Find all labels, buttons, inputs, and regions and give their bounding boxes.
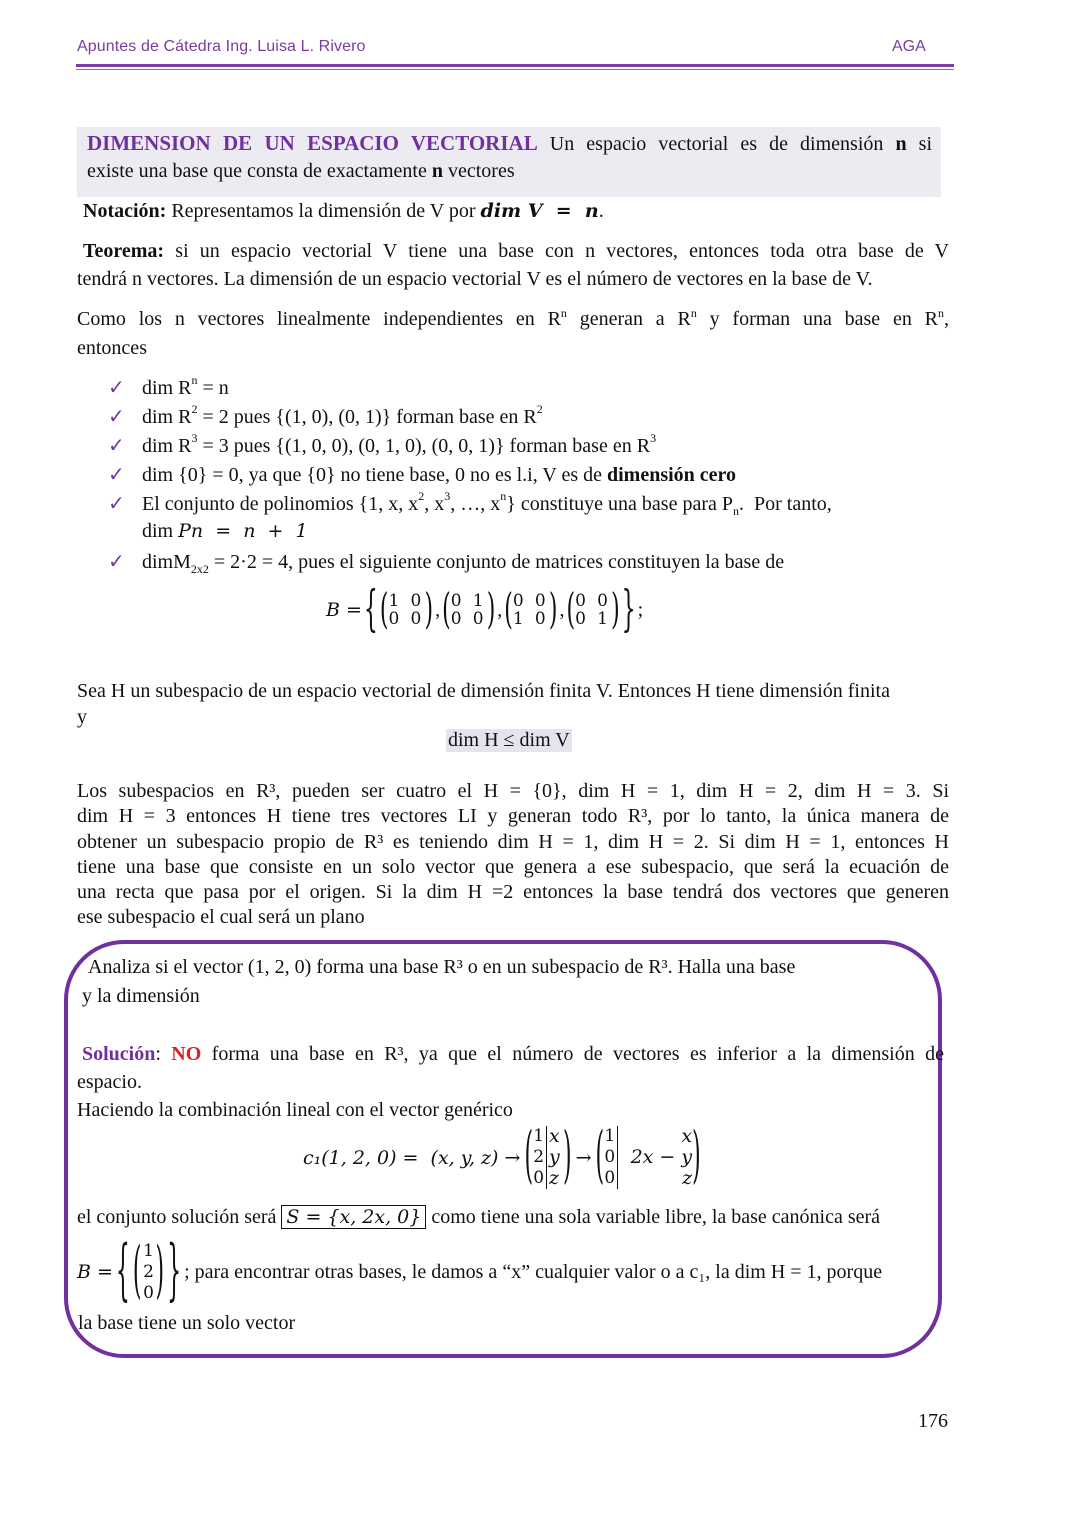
page-number: 176 [918,1410,948,1432]
basis-vector: ( 1 2 0 ) [132,1237,165,1307]
check-icon: ✓ [108,549,125,573]
list-item: ✓ dim $R^n = n$ [108,373,229,399]
check-icon: ✓ [108,433,125,457]
exercise-last-line: la base tiene un solo vector [78,1312,296,1334]
list-item: ✓ dim $R^2 = 2$ pues {(1, 0), (0, 1)} forman base en $R^2$ [108,402,543,428]
subspaces-line-6: ese subespacio el cual será un plano [77,906,365,928]
solution-line-2: espacio. [77,1071,142,1093]
check-icon: ✓ [108,375,125,399]
subspace-line-1: Sea H un subespacio de un espacio vectorial de dimensión finita V. Entonces H tiene dimensión finita [77,680,890,702]
theorem-line-2: tendrá n vectores. La dimensión de un espacio vectorial V es el número de vectores en la base de V. [77,268,873,290]
list-item: ✓ El conjunto de polinomios {1, x, $x^2$, $x^3$, …, $x^n$} constituye una base para $P_n$. Por tanto, [108,489,832,518]
header-course-code: AGA [892,38,926,55]
header-title: Apuntes de Cátedra Ing. Luisa L. Rivero [77,38,366,55]
header-divider-thin [76,69,954,70]
notation-formula: dim V = n [480,200,599,222]
exercise-prompt-2: y la dimensión [82,985,200,1007]
subspaces-line-2: dim H = 3 entonces H tiene tres vectores LI y generan todo R³, por lo tanto, la única manera de [77,805,949,827]
definition-line-1: DIMENSION DE UN ESPACIO VECTORIAL Un espacio vectorial es de dimensión n si [87,131,933,155]
solution-set-box: S = {x, 2x, 0} [281,1205,426,1229]
combination-text: Haciendo la combinación lineal con el vector genérico [77,1099,513,1121]
basis-line: B = { ( 1 2 0 ) } ; para encontrar otras bases, le damos a “x” cualquier valor o a c₁, la dim H = 1, porque [77,1234,883,1310]
solution-set-line: el conjunto solución será S = {x, 2x, 0} como tiene una sola variable libre, la base canónica será [77,1206,881,1228]
intro-line-2: entonces [77,337,147,359]
augmented-matrix-2: ( 1 x 0 2x − y 0 z ) [595,1122,701,1193]
matrix-basis: B = { ( 1 0 0 0 ) , ( 0 1 0 0 ) , ( 0 0 1 0 ) , ( 0 0 0 1 ) } ; [326,582,644,638]
definition-heading: DIMENSION DE UN ESPACIO VECTORIAL [87,131,538,155]
subspace-line-2: y [77,706,87,728]
check-icon: ✓ [108,462,125,486]
check-icon: ✓ [108,404,125,428]
list-item-continuation: dim Pn = n + 1 [142,520,308,542]
combination-equation: c₁(1, 2, 0) = (x, y, z) → ( 1 x 2 y 0 z ) → ( 1 x 0 2x − y 0 z ) [303,1122,701,1193]
list-item: ✓ dim $R^3 = 3$ pues {(1, 0, 0), (0, 1, 0), (0, 0, 1)} forman base en $R^3$ [108,431,657,457]
check-icon: ✓ [108,491,125,515]
solution-label: Solución [82,1043,156,1065]
intro-line-1: Como los n vectores linealmente independientes en $R^n$ generan a $R^n$ y forman una base en $R^n$, [77,306,949,330]
augmented-matrix-1: ( 1 x 2 y 0 z ) [524,1122,572,1193]
matrix-4: ( 0 0 0 1 ) [566,586,620,634]
definition-line-2: existe una base que consta de exactamente n vectores [87,160,515,182]
list-item: ✓ dimM$_{2x2}$ = 2·2 = 4, pues el siguiente conjunto de matrices constituyen la base de [108,549,785,576]
exercise-prompt-1: Analiza si el vector (1, 2, 0) forma una base R³ o en un subespacio de R³. Halla una base [88,956,796,978]
header-divider [76,64,954,67]
matrix-1: ( 1 0 0 0 ) [379,586,434,634]
solution-line-1: Solución: NO forma una base en R³, ya que el número de vectores es inferior a la dimensión de [82,1043,944,1065]
subspaces-line-4: tiene una base que consiste en un solo vector que genera a ese subespacio, que será la ecuación de [77,856,949,878]
matrix-3: ( 0 0 1 0 ) [504,586,558,634]
subspaces-line-1: Los subespacios en R³, pueden ser cuatro el H = {0}, dim H = 1, dim H = 2, dim H = 3. Si [77,780,949,802]
answer-no: NO [171,1043,202,1065]
subspace-formula: dim H ≤ dim V [448,729,570,751]
subspaces-line-3: obtener un subespacio propio de R³ es teniendo dim H = 1, dim H = 2. Si dim H = 1, entonces H [77,831,949,853]
matrix-2: ( 0 1 0 0 ) [442,586,496,634]
notation: Notación: Representamos la dimensión de V por dim V = n. [83,200,604,222]
list-item: ✓ dim {0} = 0, ya que {0} no tiene base, 0 no es l.i, V es de dimensión cero [108,462,737,486]
subspaces-line-5: una recta que pasa por el origen. Si la dim H =2 entonces la base tendrá dos vectores que generen [77,881,949,903]
theorem-line-1: Teorema: si un espacio vectorial V tiene una base con n vectores, entonces toda otra base de V [83,240,949,262]
